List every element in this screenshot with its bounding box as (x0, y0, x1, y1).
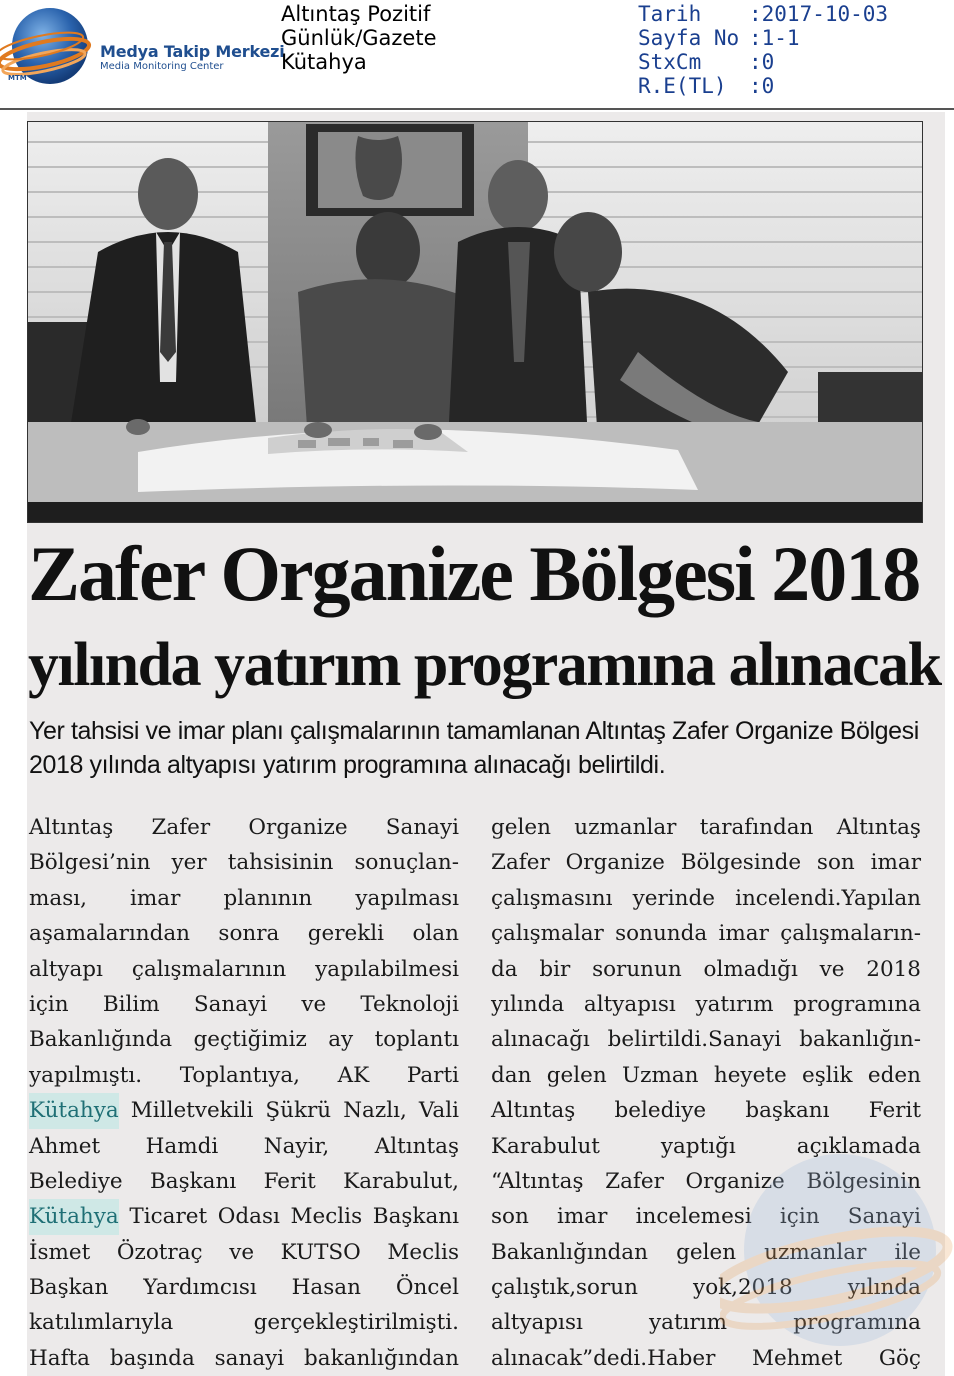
clipping-header (0, 0, 954, 110)
meta-key: StxCm (638, 50, 702, 74)
body-line: katılımlarıyla gerçekleştirilmişti. (29, 1310, 459, 1336)
body-line: çalışmalar sonunda imar çalışmaların- (491, 921, 921, 947)
body-line: Kütahya Milletvekili Şükrü Nazlı, Vali (29, 1093, 459, 1128)
meta-row-page (638, 26, 888, 50)
body-line: altyapı çalışmalarının yapılabilmesi (29, 956, 459, 982)
body-line: çalışmasını yerinde incelendi.Yapılan (491, 885, 921, 911)
news-photo (27, 121, 923, 523)
body-line: alınacağı belirtildi.Sanayi bakanlığın- (491, 1027, 921, 1053)
meta-value: :2017-10-03 (749, 2, 889, 26)
publication-type: Günlük/Gazete (281, 26, 437, 50)
body-line: İsmet Özotraç ve KUTSO Meclis (29, 1239, 459, 1265)
body-line: gelen uzmanlar tarafından Altıntaş (491, 815, 921, 840)
body-line: Karabulut yaptığı açıklamada (491, 1133, 921, 1159)
body-line: Belediye Başkanı Ferit Karabulut, (29, 1168, 459, 1194)
meta-row-ad-value (638, 74, 888, 98)
meta-row-date (638, 2, 888, 26)
body-line: Kütahya Ticaret Odası Meclis Başkanı (29, 1199, 459, 1234)
publication-info (281, 2, 437, 74)
body-line: için Bilim Sanayi ve Teknoloji (29, 991, 459, 1017)
body-line: son imar incelemesi için Sanayi (491, 1204, 921, 1230)
body-line: Bölgesi’nin yer tahsisinin sonuçlan- (29, 850, 459, 876)
header-divider (0, 108, 954, 110)
meta-key: Tarih (638, 2, 702, 26)
mtm-logo (0, 4, 285, 88)
body-line: alınacak”dedi.Haber Mehmet Göç (491, 1345, 921, 1371)
meta-value: :1-1 (749, 26, 800, 50)
meta-row-stxcm (638, 50, 888, 74)
clipping-meta (638, 2, 888, 98)
publication-city: Kütahya (281, 50, 367, 74)
logo-subtitle: Media Monitoring Center (100, 61, 224, 72)
body-line: Bakanlığında geçtiğimiz ay toplantı (29, 1027, 459, 1053)
body-line: Altıntaş Zafer Organize Sanayi (29, 815, 459, 840)
body-line: Zafer Organize Bölgesinde son imar (491, 850, 921, 876)
logo-title: Medya Takip Merkezi (100, 42, 285, 61)
logo-abbreviation: MTM (8, 74, 27, 82)
photo-men-studying-map-icon (28, 122, 923, 523)
body-line: dan gelen Uzman heyete eşlik eden (491, 1062, 921, 1088)
meta-key: Sayfa No (638, 26, 740, 50)
headline-line-2: yılında yatırım programına alınacak (28, 631, 941, 699)
body-line: çalıştık,sorun yok,2018 yılında (491, 1275, 921, 1301)
article-spot: Yer tahsisi ve imar planı çalışmalarının tamamlanan Altıntaş Zafer Organize Bölgesi 2018 yılında altyapısı yatırım programına alınacağı belirtildi. (29, 717, 919, 779)
meta-value: :0 (749, 50, 775, 74)
meta-key: R.E(TL) (638, 74, 727, 98)
body-line: Altıntaş belediye başkanı Ferit (491, 1098, 921, 1124)
body-line: yılında altyapısı yatırım programına (491, 991, 921, 1017)
body-line: yapılmıştı. Toplantıya, AK Parti (29, 1062, 459, 1088)
body-line: altyapısı yatırım programına (491, 1310, 921, 1336)
article-column-right (491, 810, 921, 1376)
publication-name: Altıntaş Pozitif (281, 2, 431, 26)
article-column-left (29, 810, 459, 1376)
body-line: ması, imar planının yapılması (29, 885, 459, 911)
body-line: Hafta başında sanayi bakanlığından (29, 1345, 459, 1371)
body-line: Başkan Yardımcısı Hasan Öncel (29, 1275, 459, 1301)
body-line: da bir sorunun olmadığı ve 2018 (491, 956, 921, 982)
headline-line-1: Zafer Organize Bölgesi 2018 (28, 530, 920, 617)
body-line: “Altıntaş Zafer Organize Bölgesinin (491, 1168, 921, 1194)
body-line: Bakanlığından gelen uzmanlar ile (491, 1239, 921, 1265)
body-line: Ahmet Hamdi Nayir, Altıntaş (29, 1133, 459, 1159)
meta-value: :0 (749, 74, 775, 98)
body-line: aşamalarından sonra gerekli olan (29, 921, 459, 947)
